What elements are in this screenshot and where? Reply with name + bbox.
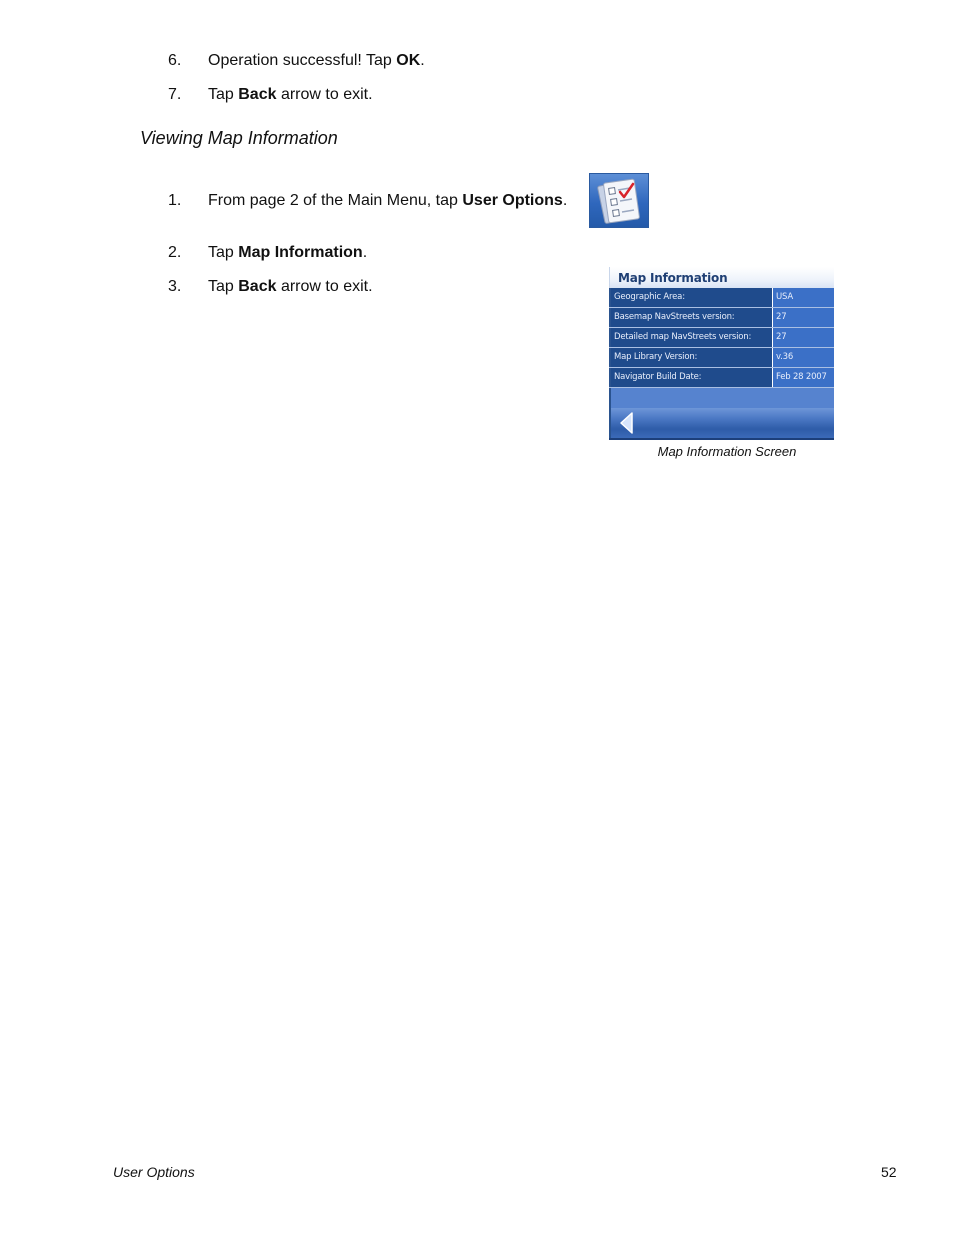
info-row-map-library-version — [609, 348, 834, 368]
info-label: Geographic Area: — [611, 288, 772, 307]
empty-band — [611, 388, 834, 408]
screen-bottom-border — [609, 438, 834, 440]
map-information-screen — [609, 267, 834, 440]
info-row-basemap-version — [609, 308, 834, 328]
info-value: USA — [773, 288, 834, 307]
back-arrow-icon[interactable] — [618, 411, 636, 440]
info-label: Detailed map NavStreets version: — [611, 328, 772, 347]
step-number: 7. — [168, 86, 182, 103]
info-label: Basemap NavStreets version: — [611, 308, 772, 327]
screen-title: Map Information — [618, 271, 728, 285]
info-row-detailed-map-version — [609, 328, 834, 348]
step-3 — [168, 277, 568, 297]
step-number: 3. — [168, 278, 182, 295]
info-value: Feb 28 2007 — [773, 368, 834, 387]
info-value: v.36 — [773, 348, 834, 367]
step-text: Operation successful! Tap OK. — [208, 52, 425, 69]
step-text: From page 2 of the Main Menu, tap User Options. — [208, 192, 568, 209]
step-2 — [168, 243, 568, 263]
footer-section-name: User Options — [113, 1164, 195, 1180]
step-text: Tap Back arrow to exit. — [208, 278, 373, 295]
checklist-clipboard-icon — [589, 173, 649, 228]
screen-title-bar — [609, 267, 834, 288]
info-value: 27 — [773, 308, 834, 327]
info-label: Navigator Build Date: — [611, 368, 772, 387]
info-value: 27 — [773, 328, 834, 347]
info-row-build-date — [609, 368, 834, 388]
step-1 — [168, 191, 588, 211]
step-number: 1. — [168, 192, 182, 209]
footer-page-number: 52 — [881, 1164, 897, 1180]
figure-caption: Map Information Screen — [657, 444, 797, 459]
info-label: Map Library Version: — [611, 348, 772, 367]
step-7 — [168, 85, 568, 105]
step-6 — [168, 51, 568, 71]
step-number: 2. — [168, 244, 182, 261]
step-text: Tap Back arrow to exit. — [208, 86, 373, 103]
navigation-bar — [611, 408, 834, 438]
step-number: 6. — [168, 52, 182, 69]
step-text: Tap Map Information. — [208, 244, 368, 261]
section-heading: Viewing Map Information — [140, 128, 338, 148]
info-row-geographic-area — [609, 288, 834, 308]
